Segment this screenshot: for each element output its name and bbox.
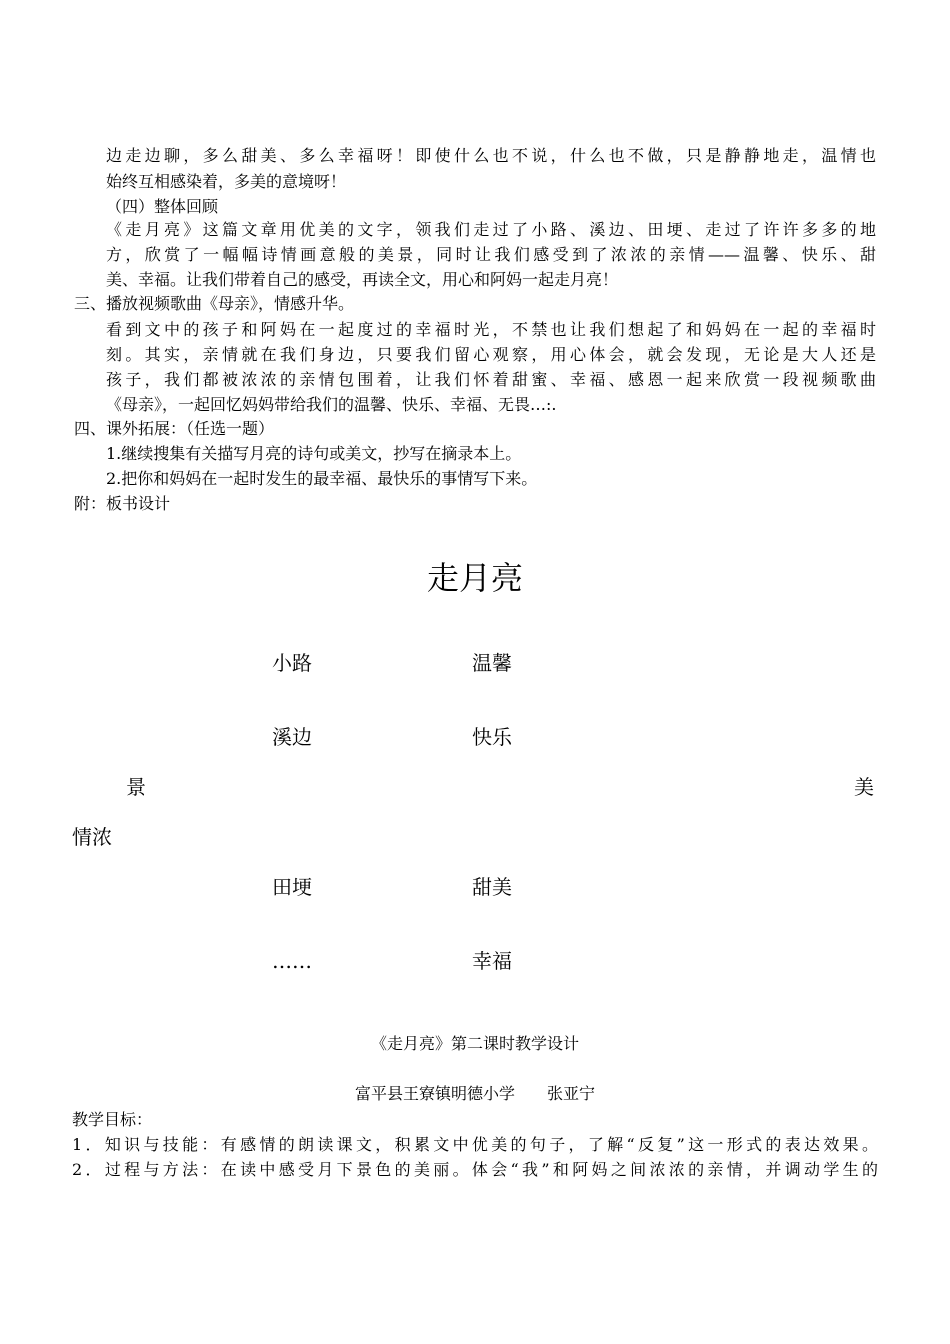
paragraph-2-line-3: 美、幸福。让我们带着自己的感受，再读全文，用心和阿妈一起走月亮！	[106, 270, 619, 289]
board-left-label: 景	[126, 775, 146, 799]
heading-4: 四、课外拓展：（任选一题）	[74, 419, 275, 438]
extension-item: 2.把你和妈妈在一起时发生的最幸福、最快乐的事情写下来。	[106, 469, 538, 488]
paragraph-3-line-3: 孩子，我们都被浓浓的亲情包围着，让我们怀着甜蜜、幸福、感恩一起来欣赏一段视频歌曲	[106, 370, 876, 389]
paragraph-3-line-4: 《母亲》，一起回忆妈妈带给我们的温馨、快乐、幸福、无畏…:.	[106, 395, 557, 414]
paragraph-2-line-2: 方，欣赏了一幅幅诗情画意般的美景，同时让我们感受到了浓浓的亲情——温馨、快乐、甜	[106, 245, 876, 264]
board-feeling: 幸福	[472, 949, 512, 973]
objective-item: 1．知识与技能：有感情的朗读课文，积累文中优美的句子，了解“反复”这一形式的表达效果。	[72, 1135, 878, 1154]
board-feeling: 甜美	[472, 875, 512, 899]
author-line: 富平县王寮镇明德小学 张亚宁	[354, 1084, 595, 1103]
paragraph-3-line-1: 看到文中的孩子和阿妈在一起度过的幸福时光，不禁也让我们想起了和妈妈在一起的幸福时	[106, 320, 876, 339]
heading-3: 三、播放视频歌曲《母亲》，情感升华。	[74, 294, 355, 313]
board-place: 溪边	[272, 725, 312, 749]
board-feeling: 快乐	[472, 725, 512, 749]
lesson-title: 《走月亮》第二课时教学设计	[370, 1034, 579, 1053]
extension-item: 1.继续搜集有关描写月亮的诗句或美文，抄写在摘录本上。	[106, 444, 522, 463]
section-4-heading: （四）整体回顾	[106, 197, 219, 216]
board-place: 田埂	[272, 875, 312, 899]
paragraph-2-line-1: 《走月亮》这篇文章用优美的文字，领我们走过了小路、溪边、田埂、走过了许许多多的地	[106, 220, 876, 239]
board-feeling: 温馨	[472, 651, 512, 675]
objectives-heading: 教学目标：	[72, 1110, 153, 1129]
board-right-label: 美	[854, 775, 874, 799]
paragraph-3-line-2: 刻。其实，亲情就在我们身边，只要我们留心观察，用心体会，就会发现，无论是大人还是	[106, 345, 876, 364]
board-bottom-left-label: 情浓	[72, 825, 112, 849]
board-title: 走月亮	[426, 559, 523, 597]
objective-item: 2．过程与方法：在读中感受月下景色的美丽。体会“我”和阿妈之间浓浓的亲情，并调动学生的	[72, 1160, 878, 1179]
board-place: ……	[272, 949, 312, 973]
paragraph-1-line-2: 始终互相感染着，多美的意境呀！	[106, 172, 347, 191]
board-place: 小路	[272, 651, 312, 675]
appendix-label: 附：板书设计	[74, 494, 171, 513]
paragraph-1-line-1: 边走边聊，多么甜美、多么幸福呀！即使什么也不说，什么也不做，只是静静地走，温情也	[106, 146, 876, 165]
